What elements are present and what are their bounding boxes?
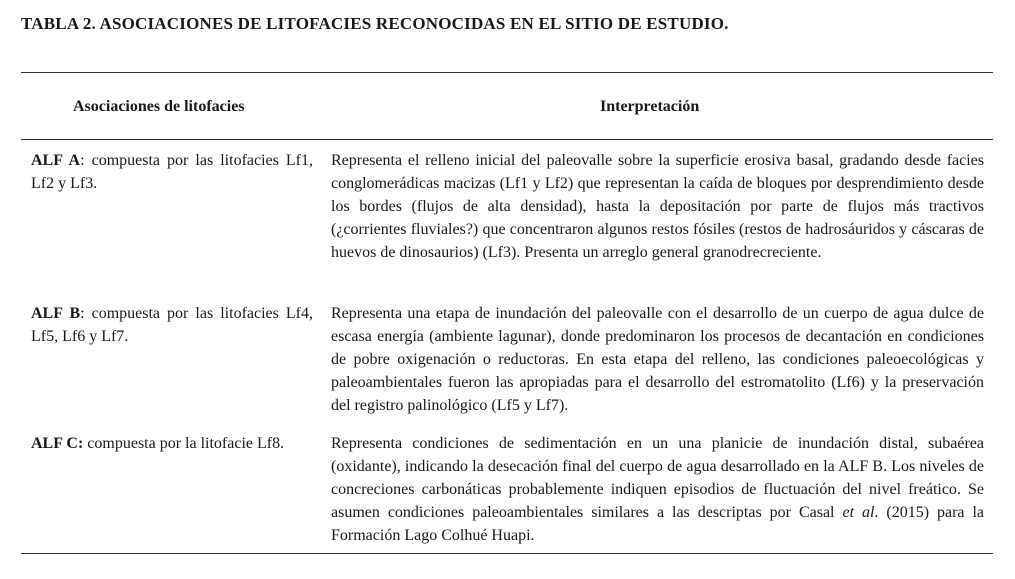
alf-c-interpretation-end: . (2015) para la Formación Lago Colhué Huapi. [331,504,985,544]
table-row-alf-a-interpretation: Representa el relleno inicial del paleovalle sobre la superficie erosiva basal, gradando desde facies conglomerádicas macizas (Lf1 y Lf2) que representan la caída de bloques por desprendimiento desde los bordes (flujos de alta densidad), hasta la depositación por parte de flujos más tractivos (¿corrientes fluviales?) que concentraron algunos restos fósiles (restos de hadrosáuridos y cáscaras de huevos de dinosaurios) (Lf3). Presenta un arreglo general granodrecreciente. [331,152,984,261]
column-header-interpretation: Interpretación [600,98,700,115]
alf-c-description: compuesta por la litofacie Lf8. [83,435,285,452]
alf-c-interpretation-main: Representa condiciones de sedimentación en un una planicie de inundación distal, subaérea (oxidante), indicando la desecación final del cuerpo de agua desarrollado en la ALF B. Los niveles de concreciones carbonáticas probablemente indiquen episodios de fluctuación del nivel freático. Se asumen condiciones paleoambientales similares a las descriptas por Casal [331,435,984,521]
table-header-rule [21,139,993,140]
table-row-alf-a-association [31,149,313,195]
alf-c-label: ALF C: [31,435,84,452]
table-row-alf-c-association [31,432,313,455]
table-row-alf-b-interpretation: Representa una etapa de inundación del paleovalle con el desarrollo de un cuerpo de agua dulce de escasa energía (ambiente lagunar), donde predominaron los procesos de decantación en condiciones de pobre oxigenación o reductoras. En esta etapa del relleno, las condiciones paleoecológicas y paleoambientales fueron las apropiadas para el desarrollo del estromatolito (Lf6) y la preservación del registro palinológico (Lf5 y Lf7). [331,305,984,414]
alf-a-description: : compuesta por las litofacies Lf1, Lf2 y Lf3. [31,152,314,192]
table-bottom-rule [21,553,993,554]
alf-c-interpretation-et-al: et al [842,504,875,521]
alf-a-label: ALF A [31,152,81,169]
column-header-associations: Asociaciones de litofacies [73,98,245,115]
table-row-alf-c-interpretation [331,432,984,547]
table-top-rule [21,72,993,73]
alf-b-description: : compuesta por las litofacies Lf4, Lf5, Lf6 y Lf7. [31,305,314,345]
table-row-alf-b-association [31,302,313,348]
alf-b-label: ALF B [31,305,81,322]
table-title: TABLA 2. ASOCIACIONES DE LITOFACIES RECONOCIDAS EN EL SITIO DE ESTUDIO. [21,14,729,33]
